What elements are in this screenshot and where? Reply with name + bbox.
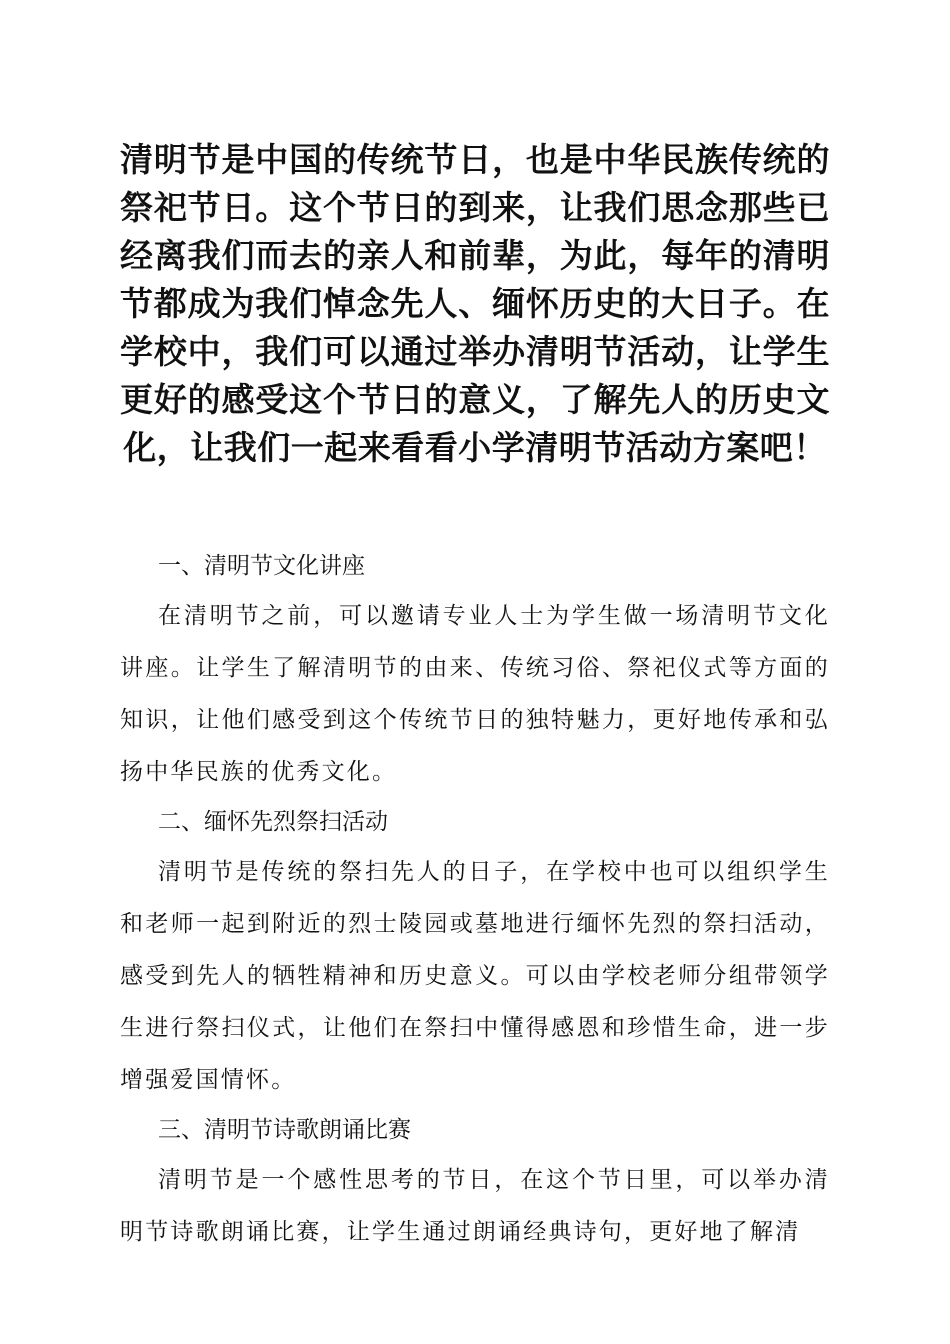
section-tomb-sweeping [120, 798, 830, 1106]
section-paragraph: 清明节是一个感性思考的节日，在这个节日里，可以举办清明节诗歌朗诵比赛，让学生通过朗诵经典诗句，更好地了解清 [120, 1167, 830, 1245]
section-paragraph: 在清明节之前，可以邀请专业人士为学生做一场清明节文化讲座。让学生了解清明节的由来、传统习俗、祭祀仪式等方面的知识，让他们感受到这个传统节日的独特魅力，更好地传承和弘扬中华民族的优秀文化。 [120, 603, 830, 785]
intro-paragraph: 清明节是中国的传统节日，也是中华民族传统的祭祀节日。这个节日的到来，让我们思念那些已经离我们而去的亲人和前辈，为此，每年的清明节都成为我们悼念先人、缅怀历史的大日子。在学校中，我们可以通过举办清明节活动，让学生更好的感受这个节日的意义，了解先人的历史文化，让我们一起来看看小学清明节活动方案吧！ [120, 140, 830, 467]
section-heading: 一、清明节文化讲座 [158, 553, 365, 579]
section-lecture [120, 542, 830, 798]
section-heading: 三、清明节诗歌朗诵比赛 [158, 1117, 411, 1143]
section-paragraph: 清明节是传统的祭扫先人的日子，在学校中也可以组织学生和老师一起到附近的烈士陵园或墓地进行缅怀先烈的祭扫活动，感受到先人的牺牲精神和历史意义。可以由学校老师分组带领学生进行祭扫仪式，让他们在祭扫中懂得感恩和珍惜生命，进一步增强爱国情怀。 [120, 859, 830, 1093]
section-heading: 二、缅怀先烈祭扫活动 [158, 809, 388, 835]
document-body [120, 542, 830, 1258]
section-poetry-contest [120, 1106, 830, 1258]
